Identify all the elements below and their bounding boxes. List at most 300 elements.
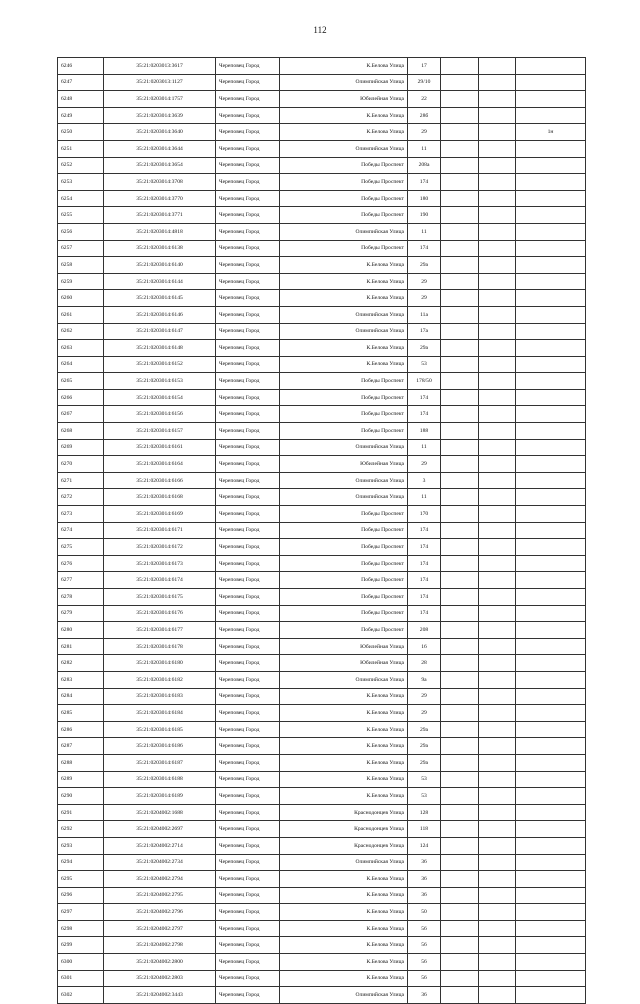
city-cell: Череповец Город: [216, 871, 280, 888]
street-cell: Победы Проспект: [280, 406, 408, 423]
room-cell: [516, 240, 586, 257]
extra-cell-b: [479, 439, 516, 456]
extra-cell-a: [441, 837, 479, 854]
extra-cell-a: [441, 721, 479, 738]
street-cell: Победы Проспект: [280, 572, 408, 589]
room-cell: 1н: [516, 124, 586, 141]
row-number-cell: 6250: [58, 124, 104, 141]
page-number: 112: [313, 25, 327, 35]
extra-cell-b: [479, 340, 516, 357]
city-cell: Череповец Город: [216, 837, 280, 854]
extra-cell-b: [479, 788, 516, 805]
extra-cell-a: [441, 107, 479, 124]
extra-cell-a: [441, 273, 479, 290]
room-cell: [516, 506, 586, 523]
house-number-cell: 50: [408, 904, 441, 921]
city-cell: Череповец Город: [216, 273, 280, 290]
cadastral-number-cell: 35:21:0203014:6140: [104, 257, 216, 274]
house-number-cell: 180: [408, 190, 441, 207]
extra-cell-b: [479, 323, 516, 340]
extra-cell-b: [479, 157, 516, 174]
row-number-cell: 6301: [58, 970, 104, 987]
extra-cell-a: [441, 771, 479, 788]
table-row: [58, 970, 586, 987]
row-number-cell: 6284: [58, 688, 104, 705]
extra-cell-b: [479, 589, 516, 606]
cadastral-number-cell: 35:21:0203013:3617: [104, 58, 216, 75]
city-cell: Череповец Город: [216, 572, 280, 589]
street-cell: К.Белова Улица: [280, 904, 408, 921]
city-cell: Череповец Город: [216, 589, 280, 606]
extra-cell-a: [441, 306, 479, 323]
row-number-cell: 6249: [58, 107, 104, 124]
row-number-cell: 6247: [58, 74, 104, 91]
row-number-cell: 6273: [58, 506, 104, 523]
extra-cell-b: [479, 555, 516, 572]
extra-cell-b: [479, 522, 516, 539]
cadastral-number-cell: 35:21:0203014:6148: [104, 340, 216, 357]
row-number-cell: 6266: [58, 389, 104, 406]
street-cell: Победы Проспект: [280, 605, 408, 622]
street-cell: Победы Проспект: [280, 207, 408, 224]
register-table: [57, 57, 586, 1004]
extra-cell-a: [441, 290, 479, 307]
house-number-cell: 174: [408, 406, 441, 423]
house-number-cell: 128: [408, 804, 441, 821]
city-cell: Череповец Город: [216, 887, 280, 904]
cadastral-number-cell: 35:21:0203014:1757: [104, 91, 216, 108]
room-cell: [516, 572, 586, 589]
extra-cell-a: [441, 423, 479, 440]
house-number-cell: 124: [408, 837, 441, 854]
table-row: [58, 622, 586, 639]
street-cell: Победы Проспект: [280, 539, 408, 556]
street-cell: К.Белова Улица: [280, 754, 408, 771]
room-cell: [516, 904, 586, 921]
table-row: [58, 306, 586, 323]
table-row: [58, 605, 586, 622]
table-row: [58, 58, 586, 75]
row-number-cell: 6253: [58, 174, 104, 191]
extra-cell-b: [479, 306, 516, 323]
cadastral-number-cell: 35:21:0203014:6153: [104, 373, 216, 390]
extra-cell-a: [441, 954, 479, 971]
row-number-cell: 6279: [58, 605, 104, 622]
cadastral-number-cell: 35:21:0203014:6166: [104, 472, 216, 489]
cadastral-number-cell: 35:21:0203014:6186: [104, 738, 216, 755]
extra-cell-a: [441, 688, 479, 705]
cadastral-number-cell: 35:21:0203014:3654: [104, 157, 216, 174]
cadastral-number-cell: 35:21:0203014:6144: [104, 273, 216, 290]
city-cell: Череповец Город: [216, 373, 280, 390]
street-cell: К.Белова Улица: [280, 340, 408, 357]
room-cell: [516, 522, 586, 539]
row-number-cell: 6300: [58, 954, 104, 971]
house-number-cell: 16: [408, 638, 441, 655]
house-number-cell: 174: [408, 522, 441, 539]
city-cell: Череповец Город: [216, 655, 280, 672]
room-cell: [516, 804, 586, 821]
room-cell: [516, 887, 586, 904]
cadastral-number-cell: 35:21:0203014:6185: [104, 721, 216, 738]
street-cell: Олимпийская Улица: [280, 306, 408, 323]
extra-cell-b: [479, 705, 516, 722]
cadastral-number-cell: 35:21:0204002:2798: [104, 937, 216, 954]
house-number-cell: 56: [408, 937, 441, 954]
row-number-cell: 6265: [58, 373, 104, 390]
city-cell: Череповец Город: [216, 389, 280, 406]
extra-cell-a: [441, 506, 479, 523]
extra-cell-a: [441, 804, 479, 821]
street-cell: К.Белова Улица: [280, 920, 408, 937]
row-number-cell: 6294: [58, 854, 104, 871]
extra-cell-b: [479, 406, 516, 423]
extra-cell-b: [479, 423, 516, 440]
city-cell: Череповец Город: [216, 91, 280, 108]
house-number-cell: 174: [408, 555, 441, 572]
extra-cell-a: [441, 323, 479, 340]
street-cell: Победы Проспект: [280, 423, 408, 440]
room-cell: [516, 190, 586, 207]
table-row: [58, 323, 586, 340]
table-row: [58, 555, 586, 572]
table-row: [58, 887, 586, 904]
cadastral-number-cell: 35:21:0203014:6164: [104, 456, 216, 473]
extra-cell-a: [441, 190, 479, 207]
room-cell: [516, 290, 586, 307]
house-number-cell: 29: [408, 124, 441, 141]
row-number-cell: 6254: [58, 190, 104, 207]
table-row: [58, 456, 586, 473]
row-number-cell: 6278: [58, 589, 104, 606]
table-row: [58, 904, 586, 921]
city-cell: Череповец Город: [216, 207, 280, 224]
house-number-cell: 29/10: [408, 74, 441, 91]
city-cell: Череповец Город: [216, 954, 280, 971]
house-number-cell: 17а: [408, 323, 441, 340]
extra-cell-a: [441, 987, 479, 1004]
extra-cell-b: [479, 91, 516, 108]
city-cell: Череповец Город: [216, 671, 280, 688]
street-cell: К.Белова Улица: [280, 937, 408, 954]
house-number-cell: 28б: [408, 107, 441, 124]
table-row: [58, 871, 586, 888]
row-number-cell: 6259: [58, 273, 104, 290]
room-cell: [516, 655, 586, 672]
city-cell: Череповец Город: [216, 987, 280, 1004]
extra-cell-b: [479, 721, 516, 738]
street-cell: Краснодонцев Улица: [280, 804, 408, 821]
row-number-cell: 6288: [58, 754, 104, 771]
extra-cell-a: [441, 920, 479, 937]
cadastral-number-cell: 35:21:0203014:6176: [104, 605, 216, 622]
cadastral-number-cell: 35:21:0203014:6169: [104, 506, 216, 523]
cadastral-number-cell: 35:21:0203014:6147: [104, 323, 216, 340]
table-row: [58, 721, 586, 738]
city-cell: Череповец Город: [216, 472, 280, 489]
row-number-cell: 6246: [58, 58, 104, 75]
city-cell: Череповец Город: [216, 788, 280, 805]
row-number-cell: 6256: [58, 223, 104, 240]
cadastral-number-cell: 35:21:0204002:2794: [104, 871, 216, 888]
house-number-cell: 190: [408, 207, 441, 224]
street-cell: Победы Проспект: [280, 174, 408, 191]
cadastral-number-cell: 35:21:0203014:6180: [104, 655, 216, 672]
house-number-cell: 56: [408, 970, 441, 987]
row-number-cell: 6302: [58, 987, 104, 1004]
street-cell: К.Белова Улица: [280, 887, 408, 904]
cadastral-number-cell: 35:21:0203014:3771: [104, 207, 216, 224]
extra-cell-b: [479, 738, 516, 755]
row-number-cell: 6271: [58, 472, 104, 489]
extra-cell-b: [479, 605, 516, 622]
house-number-cell: 53: [408, 771, 441, 788]
extra-cell-b: [479, 74, 516, 91]
row-number-cell: 6298: [58, 920, 104, 937]
cadastral-number-cell: 35:21:0204002:2800: [104, 954, 216, 971]
row-number-cell: 6277: [58, 572, 104, 589]
room-cell: [516, 871, 586, 888]
table-row: [58, 937, 586, 954]
row-number-cell: 6264: [58, 356, 104, 373]
cadastral-number-cell: 35:21:0203014:6189: [104, 788, 216, 805]
row-number-cell: 6260: [58, 290, 104, 307]
house-number-cell: 11: [408, 489, 441, 506]
row-number-cell: 6299: [58, 937, 104, 954]
street-cell: Олимпийская Улица: [280, 140, 408, 157]
extra-cell-a: [441, 356, 479, 373]
cadastral-number-cell: 35:21:0203014:6161: [104, 439, 216, 456]
city-cell: Череповец Город: [216, 622, 280, 639]
extra-cell-b: [479, 140, 516, 157]
house-number-cell: 188: [408, 423, 441, 440]
house-number-cell: 174: [408, 589, 441, 606]
room-cell: [516, 688, 586, 705]
city-cell: Череповец Город: [216, 854, 280, 871]
extra-cell-a: [441, 871, 479, 888]
row-number-cell: 6283: [58, 671, 104, 688]
extra-cell-a: [441, 174, 479, 191]
row-number-cell: 6269: [58, 439, 104, 456]
house-number-cell: 178/50: [408, 373, 441, 390]
extra-cell-a: [441, 223, 479, 240]
extra-cell-a: [441, 456, 479, 473]
table-row: [58, 290, 586, 307]
extra-cell-b: [479, 290, 516, 307]
street-cell: К.Белова Улица: [280, 688, 408, 705]
room-cell: [516, 754, 586, 771]
city-cell: Череповец Город: [216, 124, 280, 141]
city-cell: Череповец Город: [216, 821, 280, 838]
cadastral-number-cell: 35:21:0204002:2734: [104, 854, 216, 871]
room-cell: [516, 207, 586, 224]
street-cell: Олимпийская Улица: [280, 74, 408, 91]
table-row: [58, 589, 586, 606]
extra-cell-a: [441, 240, 479, 257]
extra-cell-b: [479, 804, 516, 821]
row-number-cell: 6297: [58, 904, 104, 921]
extra-cell-a: [441, 91, 479, 108]
house-number-cell: 11: [408, 140, 441, 157]
street-cell: Юбилейная Улица: [280, 91, 408, 108]
table-row: [58, 771, 586, 788]
house-number-cell: 9а: [408, 671, 441, 688]
extra-cell-b: [479, 954, 516, 971]
table-row: [58, 788, 586, 805]
room-cell: [516, 539, 586, 556]
extra-cell-a: [441, 489, 479, 506]
cadastral-number-cell: 35:21:0204002:2803: [104, 970, 216, 987]
extra-cell-a: [441, 539, 479, 556]
extra-cell-a: [441, 622, 479, 639]
street-cell: Олимпийская Улица: [280, 439, 408, 456]
room-cell: [516, 671, 586, 688]
table-row: [58, 954, 586, 971]
extra-cell-a: [441, 257, 479, 274]
row-number-cell: 6275: [58, 539, 104, 556]
row-number-cell: 6268: [58, 423, 104, 440]
city-cell: Череповец Город: [216, 522, 280, 539]
street-cell: Олимпийская Улица: [280, 854, 408, 871]
row-number-cell: 6263: [58, 340, 104, 357]
room-cell: [516, 174, 586, 191]
extra-cell-b: [479, 771, 516, 788]
city-cell: Череповец Город: [216, 638, 280, 655]
extra-cell-b: [479, 837, 516, 854]
room-cell: [516, 721, 586, 738]
house-number-cell: 56: [408, 954, 441, 971]
extra-cell-a: [441, 555, 479, 572]
cadastral-number-cell: 35:21:0203014:3708: [104, 174, 216, 191]
city-cell: Череповец Город: [216, 323, 280, 340]
extra-cell-a: [441, 140, 479, 157]
extra-cell-a: [441, 373, 479, 390]
extra-cell-b: [479, 107, 516, 124]
house-number-cell: 29а: [408, 257, 441, 274]
house-number-cell: 29а: [408, 738, 441, 755]
table-row: [58, 406, 586, 423]
city-cell: Череповец Город: [216, 688, 280, 705]
house-number-cell: 36: [408, 854, 441, 871]
room-cell: [516, 273, 586, 290]
extra-cell-a: [441, 738, 479, 755]
cadastral-number-cell: 35:21:0203014:6145: [104, 290, 216, 307]
room-cell: [516, 771, 586, 788]
extra-cell-b: [479, 688, 516, 705]
street-cell: К.Белова Улица: [280, 771, 408, 788]
row-number-cell: 6290: [58, 788, 104, 805]
city-cell: Череповец Город: [216, 423, 280, 440]
city-cell: Череповец Город: [216, 356, 280, 373]
cadastral-number-cell: 35:21:0203014:6172: [104, 539, 216, 556]
house-number-cell: 36: [408, 887, 441, 904]
table-row: [58, 821, 586, 838]
street-cell: Краснодонцев Улица: [280, 837, 408, 854]
cadastral-number-cell: 35:21:0203014:6178: [104, 638, 216, 655]
street-cell: К.Белова Улица: [280, 124, 408, 141]
room-cell: [516, 788, 586, 805]
street-cell: К.Белова Улица: [280, 356, 408, 373]
street-cell: Победы Проспект: [280, 373, 408, 390]
house-number-cell: 53: [408, 788, 441, 805]
street-cell: К.Белова Улица: [280, 107, 408, 124]
street-cell: Олимпийская Улица: [280, 987, 408, 1004]
city-cell: Череповец Город: [216, 157, 280, 174]
house-number-cell: 53: [408, 356, 441, 373]
room-cell: [516, 439, 586, 456]
street-cell: К.Белова Улица: [280, 257, 408, 274]
extra-cell-b: [479, 190, 516, 207]
row-number-cell: 6255: [58, 207, 104, 224]
city-cell: Череповец Город: [216, 937, 280, 954]
table-row: [58, 356, 586, 373]
house-number-cell: 174: [408, 605, 441, 622]
extra-cell-a: [441, 572, 479, 589]
street-cell: Олимпийская Улица: [280, 472, 408, 489]
house-number-cell: 208а: [408, 157, 441, 174]
street-cell: Краснодонцев Улица: [280, 821, 408, 838]
row-number-cell: 6295: [58, 871, 104, 888]
extra-cell-b: [479, 58, 516, 75]
row-number-cell: 6296: [58, 887, 104, 904]
city-cell: Череповец Город: [216, 174, 280, 191]
house-number-cell: 174: [408, 539, 441, 556]
room-cell: [516, 406, 586, 423]
table-row: [58, 124, 586, 141]
city-cell: Череповец Город: [216, 771, 280, 788]
street-cell: Юбилейная Улица: [280, 456, 408, 473]
room-cell: [516, 589, 586, 606]
city-cell: Череповец Город: [216, 705, 280, 722]
cadastral-number-cell: 35:21:0204002:1688: [104, 804, 216, 821]
extra-cell-a: [441, 439, 479, 456]
city-cell: Череповец Город: [216, 506, 280, 523]
house-number-cell: 17: [408, 58, 441, 75]
extra-cell-b: [479, 373, 516, 390]
extra-cell-a: [441, 522, 479, 539]
extra-cell-b: [479, 207, 516, 224]
table-row: [58, 754, 586, 771]
street-cell: К.Белова Улица: [280, 871, 408, 888]
extra-cell-a: [441, 970, 479, 987]
row-number-cell: 6293: [58, 837, 104, 854]
cadastral-number-cell: 35:21:0203014:6187: [104, 754, 216, 771]
city-cell: Череповец Город: [216, 58, 280, 75]
row-number-cell: 6276: [58, 555, 104, 572]
city-cell: Череповец Город: [216, 223, 280, 240]
city-cell: Череповец Город: [216, 489, 280, 506]
street-cell: Победы Проспект: [280, 522, 408, 539]
house-number-cell: 29: [408, 688, 441, 705]
room-cell: [516, 340, 586, 357]
city-cell: Череповец Город: [216, 456, 280, 473]
row-number-cell: 6274: [58, 522, 104, 539]
street-cell: Победы Проспект: [280, 555, 408, 572]
table-row: [58, 257, 586, 274]
table-row: [58, 688, 586, 705]
extra-cell-b: [479, 356, 516, 373]
table-row: [58, 738, 586, 755]
cadastral-number-cell: 35:21:0204002:2796: [104, 904, 216, 921]
city-cell: Череповец Город: [216, 340, 280, 357]
cadastral-number-cell: 35:21:0204002:2714: [104, 837, 216, 854]
table-row: [58, 638, 586, 655]
extra-cell-b: [479, 970, 516, 987]
extra-cell-b: [479, 506, 516, 523]
cadastral-number-cell: 35:21:0203014:6175: [104, 589, 216, 606]
extra-cell-b: [479, 937, 516, 954]
room-cell: [516, 356, 586, 373]
